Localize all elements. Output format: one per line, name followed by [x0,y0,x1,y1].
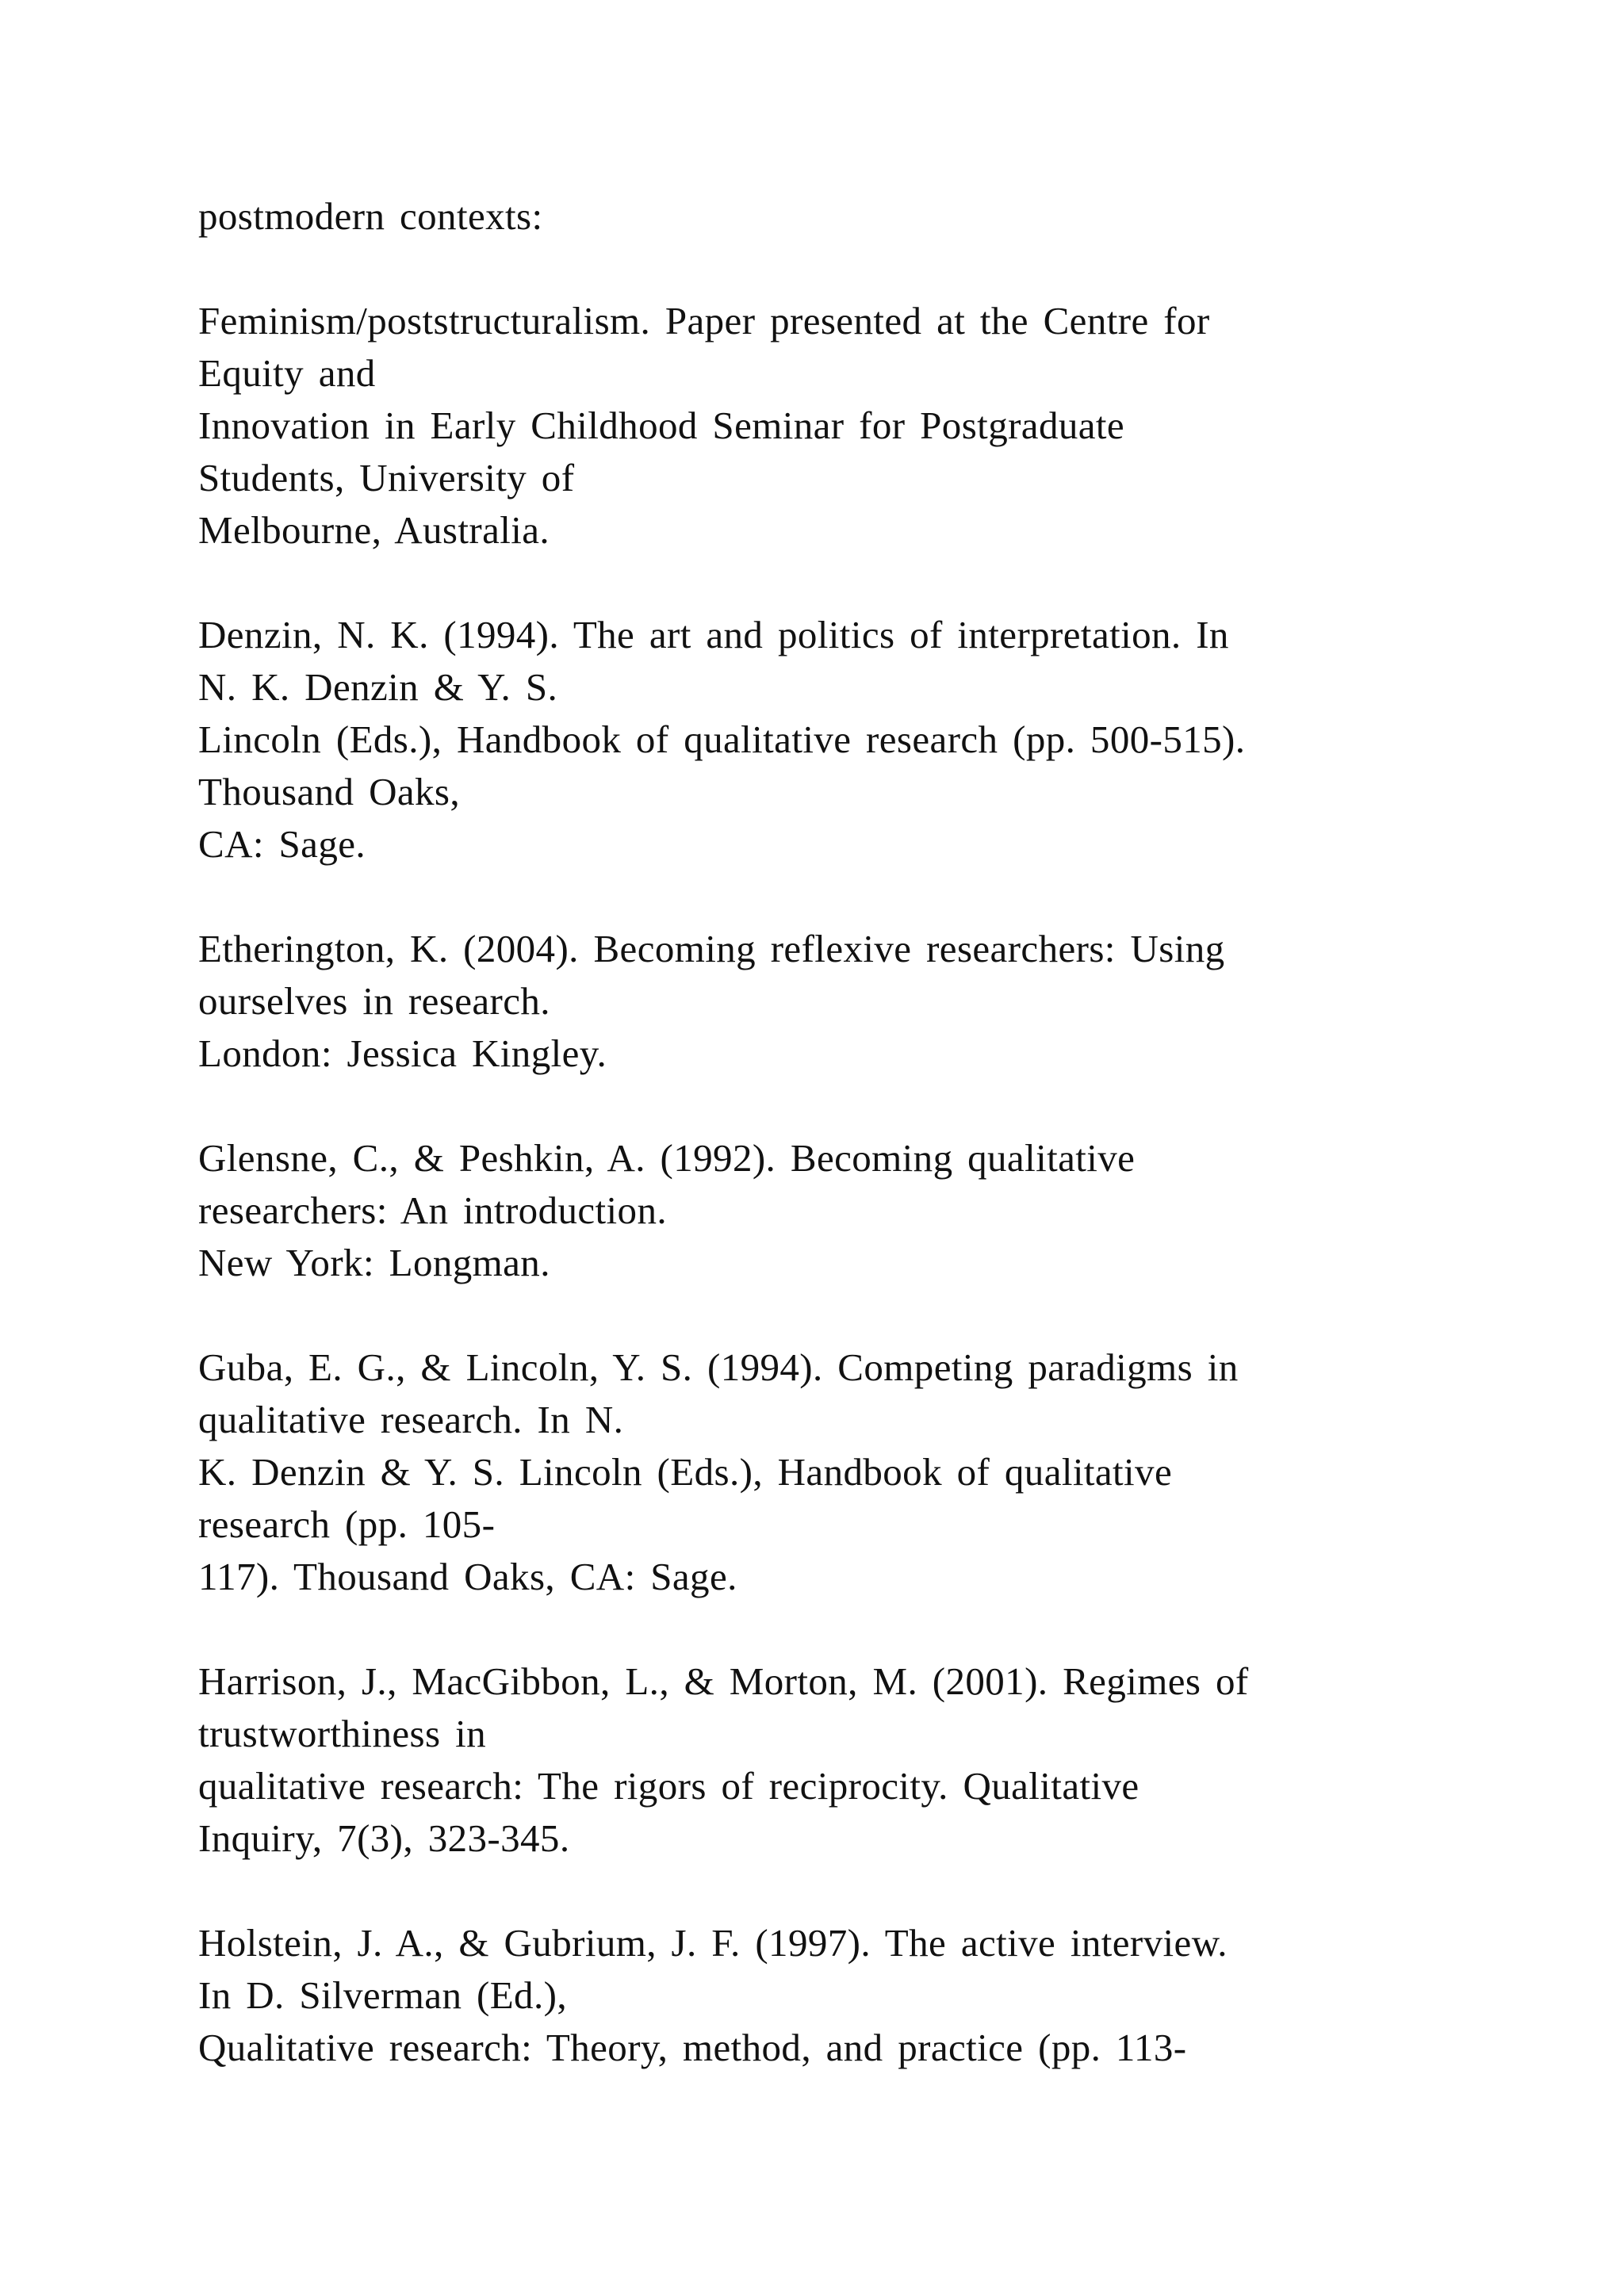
text-line: Guba, E. G., & Lincoln, Y. S. (1994). Competing paradigms in [198,1345,1239,1389]
text-line: Glensne, C., & Peshkin, A. (1992). Becoming qualitative [198,1136,1136,1180]
reference-glensne [198,1132,1499,1289]
text-line: qualitative research: The rigors of reciprocity. Qualitative [198,1764,1139,1808]
reference-denzin [198,609,1499,871]
text-line: Qualitative research: Theory, method, and practice (pp. 113- [198,2026,1187,2069]
reference-fragment [198,190,1499,243]
text-line: Innovation in Early Childhood Seminar for Postgraduate [198,404,1125,447]
spacer [198,1080,1499,1132]
text-line: Harrison, J., MacGibbon, L., & Morton, M. (2001). Regimes of [198,1659,1249,1703]
text-line: ourselves in research. [198,979,550,1023]
spacer [198,243,1499,295]
text-line: Holstein, J. A., & Gubrium, J. F. (1997). The active interview. [198,1921,1228,1965]
reference-list [198,190,1499,2074]
text-line: K. Denzin & Y. S. Lincoln (Eds.), Handbook of qualitative [198,1450,1173,1494]
text-line: research (pp. 105- [198,1502,496,1546]
text-line: Lincoln (Eds.), Handbook of qualitative research (pp. 500-515). [198,718,1246,761]
text-line: Etherington, K. (2004). Becoming reflexive researchers: Using [198,927,1225,970]
text-line: Feminism/poststructuralism. Paper presented at the Centre for [198,299,1210,342]
spacer [198,1289,1499,1341]
text-line: Students, University of [198,456,575,499]
reference-harrison [198,1655,1499,1865]
text-line: 117). Thousand Oaks, CA: Sage. [198,1555,737,1598]
spacer [198,557,1499,609]
reference-holstein [198,1917,1499,2074]
text-line: Melbourne, Australia. [198,508,550,552]
text-line: In D. Silverman (Ed.), [198,1973,567,2017]
spacer [198,871,1499,923]
spacer [198,1603,1499,1655]
reference-fragment-continued [198,295,1499,557]
text-line: Equity and [198,351,376,395]
text-line: London: Jessica Kingley. [198,1031,607,1075]
text-line: CA: Sage. [198,822,366,866]
reference-guba [198,1341,1499,1603]
reference-etherington [198,923,1499,1080]
spacer [198,1865,1499,1917]
text-line: trustworthiness in [198,1712,486,1755]
text-line: researchers: An introduction. [198,1188,667,1232]
text-line: Thousand Oaks, [198,770,461,813]
text-line: N. K. Denzin & Y. S. [198,665,558,709]
text-line: New York: Longman. [198,1241,550,1284]
text-line: Denzin, N. K. (1994). The art and politics of interpretation. In [198,613,1229,656]
text-line: qualitative research. In N. [198,1398,624,1441]
text-line: Inquiry, 7(3), 323-345. [198,1816,570,1860]
text-line: postmodern contexts: [198,194,543,238]
